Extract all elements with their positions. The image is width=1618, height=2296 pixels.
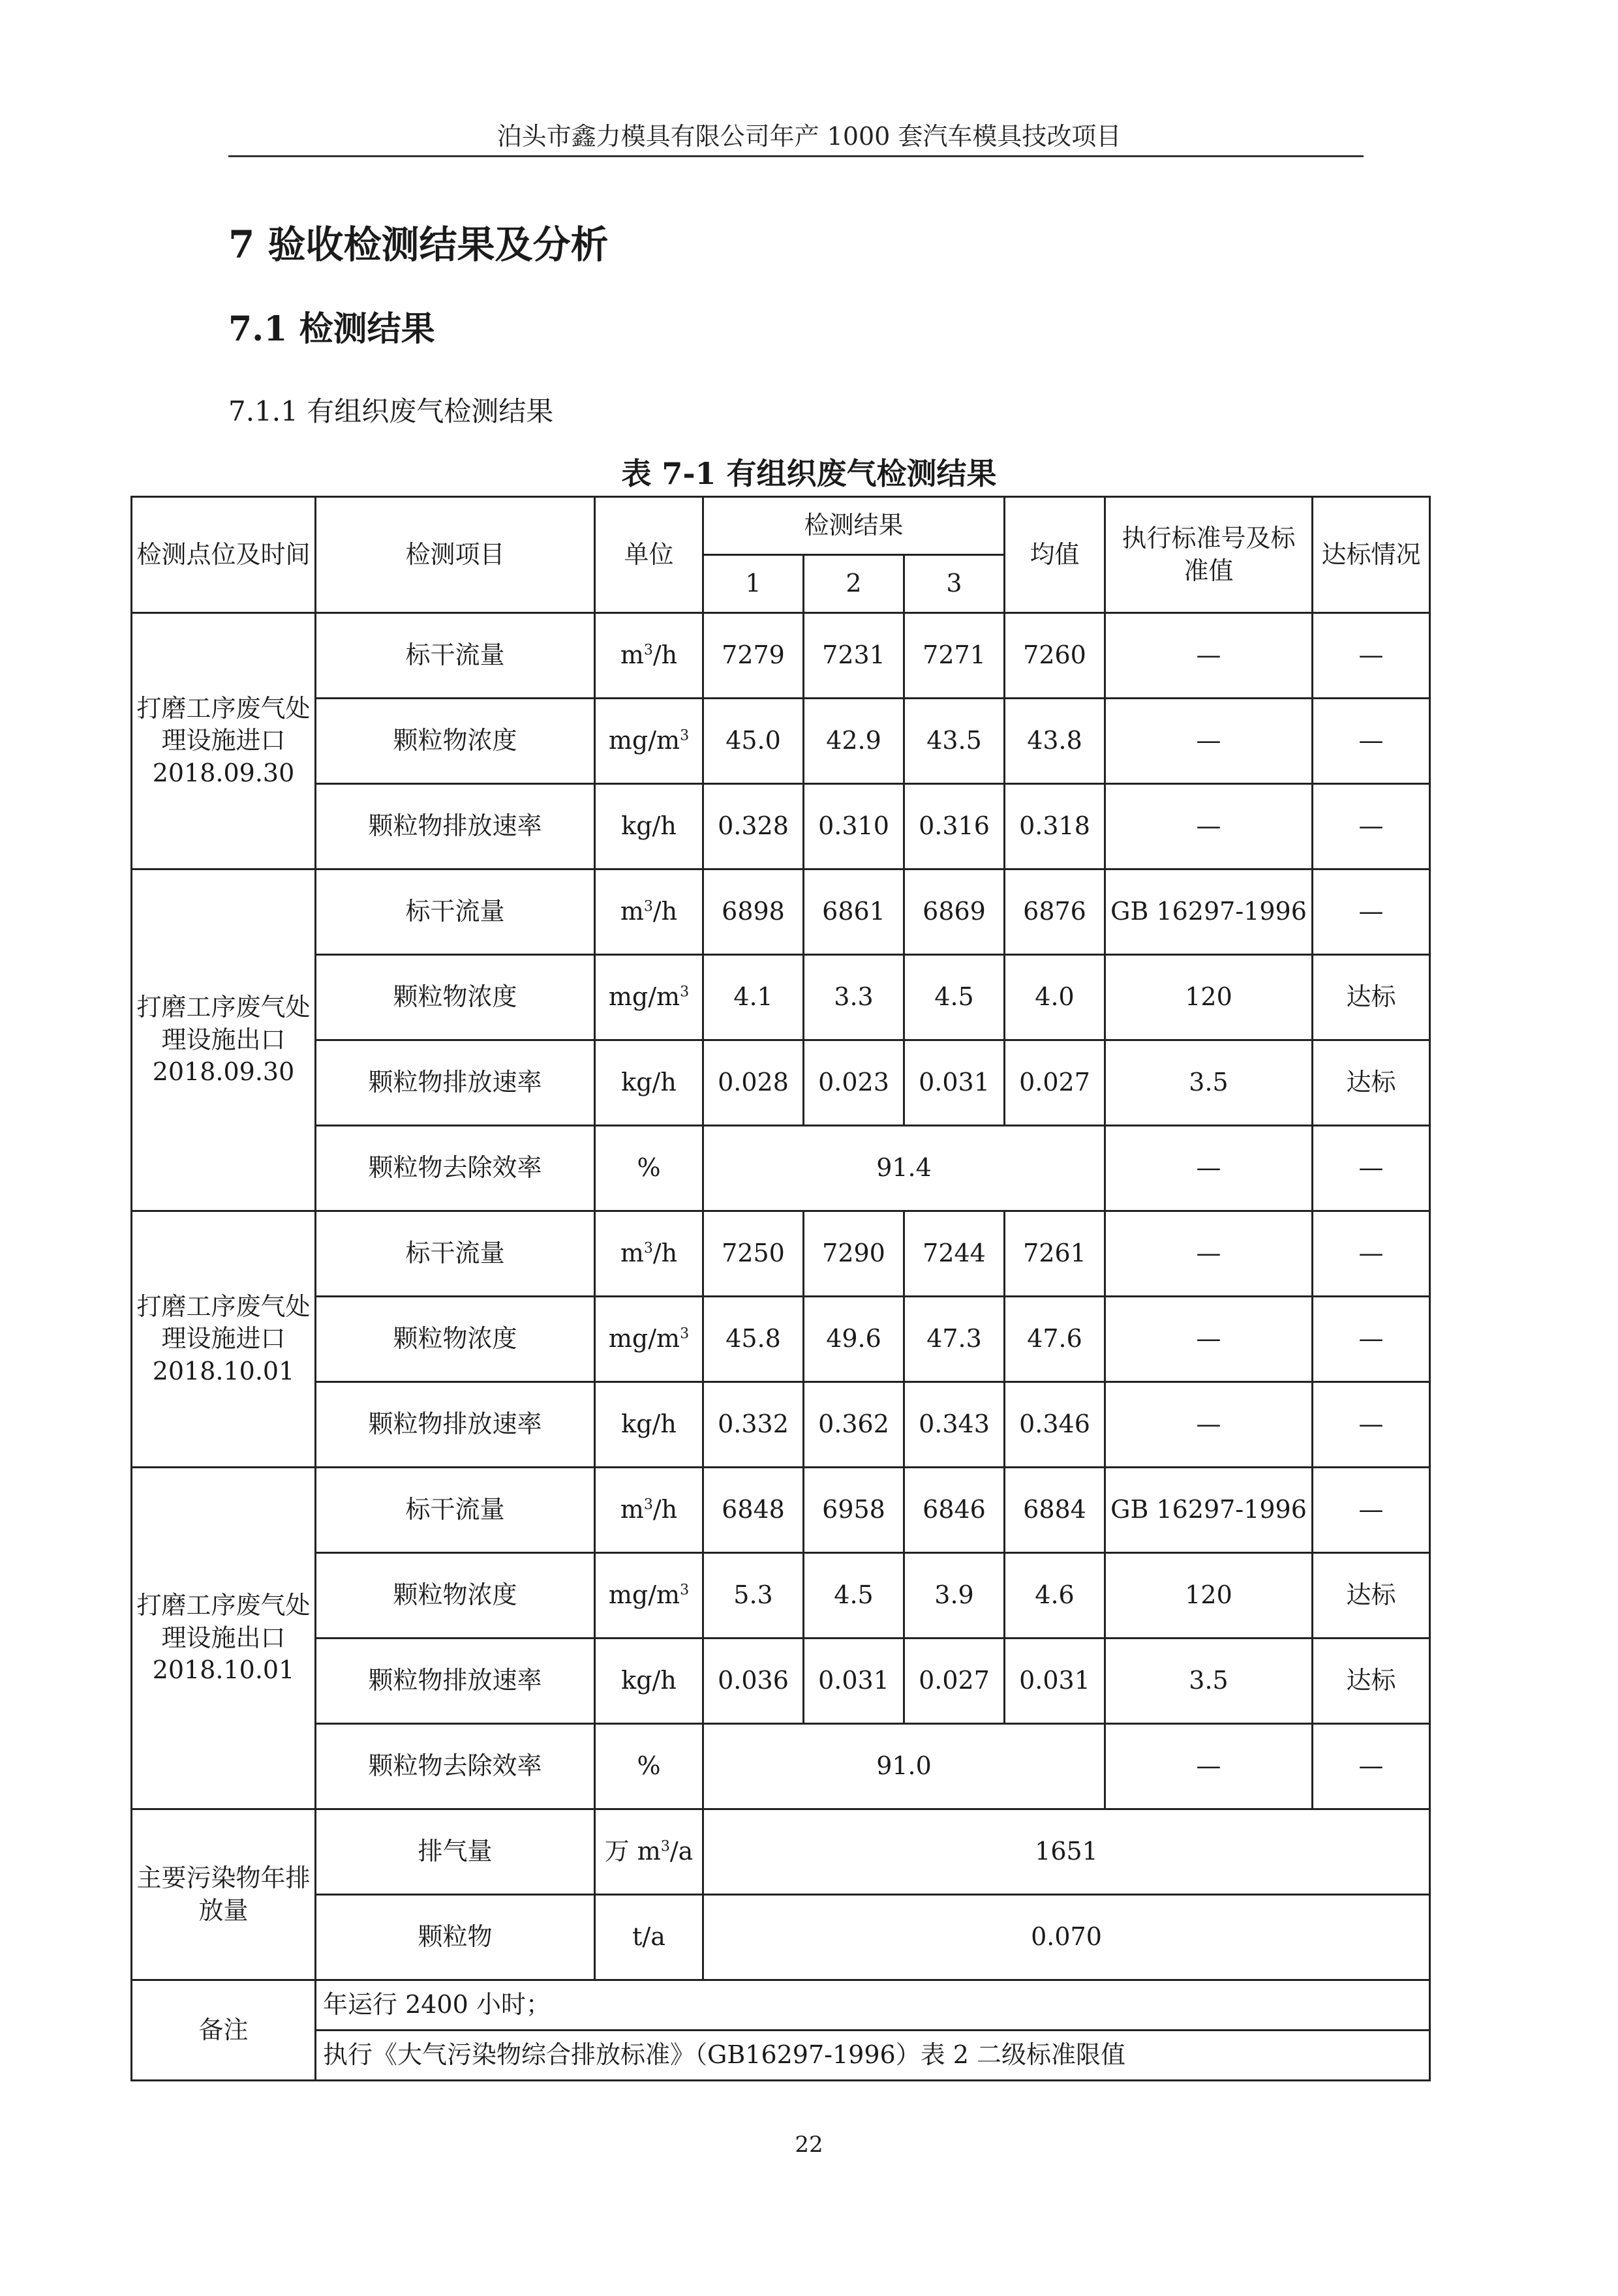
unit-base: 万 m: [604, 1837, 661, 1866]
unit-cell: [595, 1297, 703, 1382]
unit-base: m: [620, 897, 644, 926]
note-label-cell: 备注: [132, 1980, 316, 2081]
table-row: [132, 613, 1430, 699]
unit-cell: [595, 1895, 703, 1980]
note-line-cell: 年运行 2400 小时；: [316, 1980, 1430, 2031]
standard-cell: —: [1105, 1211, 1313, 1297]
standard-cell: 3.5: [1105, 1639, 1313, 1724]
unit-base: mg/m: [608, 1580, 680, 1610]
unit-superscript: 3: [680, 1582, 690, 1599]
avg-cell: 4.0: [1005, 955, 1105, 1040]
status-cell: 达标: [1313, 1639, 1430, 1724]
status-cell: —: [1313, 1468, 1430, 1553]
item-cell: 颗粒物排放速率: [316, 784, 595, 869]
status-cell: 达标: [1313, 955, 1430, 1040]
table-row: [132, 1382, 1430, 1468]
status-cell: —: [1313, 1297, 1430, 1382]
results-table: [130, 496, 1431, 2081]
efficiency-row: [132, 1724, 1430, 1809]
avg-cell: 0.318: [1005, 784, 1105, 869]
unit-cell: [595, 1468, 703, 1553]
unit-base: mg/m: [608, 982, 680, 1012]
table-caption: 表 7-1 有组织废气检测结果: [621, 456, 997, 491]
value-cell-2: 3.3: [804, 955, 904, 1040]
value-cell-3: 0.031: [904, 1040, 1005, 1126]
value-cell-3: 6846: [904, 1468, 1005, 1553]
unit-cell: [595, 1639, 703, 1724]
status-cell: —: [1313, 869, 1430, 955]
unit-cell: [595, 699, 703, 784]
point-cell: 打磨工序废气处理设施出口 2018.10.01: [132, 1468, 316, 1809]
item-cell: 颗粒物浓度: [316, 1297, 595, 1382]
standard-cell: —: [1105, 613, 1313, 699]
col-header-status: 达标情况: [1313, 497, 1430, 613]
value-cell-3: 0.343: [904, 1382, 1005, 1468]
col-header-unit: 单位: [595, 497, 703, 613]
status-cell: —: [1313, 1382, 1430, 1468]
unit-superscript: 3: [660, 1838, 670, 1855]
annual-row: [132, 1809, 1430, 1895]
table-row: [132, 1639, 1430, 1724]
annual-value-cell: 1651: [703, 1809, 1430, 1895]
annual-row: [132, 1895, 1430, 1980]
annual-value-cell: 0.070: [703, 1895, 1430, 1980]
unit-base: kg/h: [621, 1068, 677, 1097]
unit-cell: [595, 1040, 703, 1126]
running-header: 泊头市鑫力模具有限公司年产 1000 套汽车模具技改项目: [496, 122, 1122, 151]
status-cell: —: [1313, 1724, 1430, 1809]
value-cell-2: 6958: [804, 1468, 904, 1553]
status-cell: 达标: [1313, 1040, 1430, 1126]
avg-cell: 43.8: [1005, 699, 1105, 784]
value-cell-1: 45.0: [703, 699, 804, 784]
value-cell-3: 4.5: [904, 955, 1005, 1040]
value-cell-1: 7279: [703, 613, 804, 699]
col-header-results: 检测结果: [703, 497, 1005, 555]
col-header-r2: 2: [804, 555, 904, 613]
point-cell: 打磨工序废气处理设施出口 2018.09.30: [132, 869, 316, 1211]
table-row: [132, 1468, 1430, 1553]
unit-superscript: 3: [680, 984, 690, 1001]
unit-base: m: [620, 641, 644, 670]
point-cell: 打磨工序废气处理设施进口 2018.09.30: [132, 613, 316, 869]
unit-base: kg/h: [621, 1410, 677, 1439]
value-cell-1: 0.028: [703, 1040, 804, 1126]
table-row: [132, 1553, 1430, 1639]
value-cell-1: 0.328: [703, 784, 804, 869]
item-cell: 标干流量: [316, 869, 595, 955]
item-cell: 颗粒物排放速率: [316, 1639, 595, 1724]
avg-cell: 7260: [1005, 613, 1105, 699]
col-header-point: 检测点位及时间: [132, 497, 316, 613]
value-cell-3: 7244: [904, 1211, 1005, 1297]
value-cell-2: 0.362: [804, 1382, 904, 1468]
value-cell-1: 6898: [703, 869, 804, 955]
table-row: [132, 699, 1430, 784]
unit-base: mg/m: [608, 726, 680, 755]
item-cell: 颗粒物排放速率: [316, 1382, 595, 1468]
unit-base: t/a: [632, 1922, 665, 1952]
avg-cell: 0.346: [1005, 1382, 1105, 1468]
item-cell: 颗粒物去除效率: [316, 1724, 595, 1809]
value-cell-2: 49.6: [804, 1297, 904, 1382]
table-row: [132, 784, 1430, 869]
section-heading: 7.1 检测结果: [228, 309, 435, 349]
unit-cell: [595, 1382, 703, 1468]
item-cell: 排气量: [316, 1809, 595, 1895]
status-cell: —: [1313, 1211, 1430, 1297]
unit-base: kg/h: [621, 811, 677, 841]
unit-tail: /h: [652, 1239, 678, 1268]
value-cell-3: 43.5: [904, 699, 1005, 784]
unit-base: mg/m: [608, 1324, 680, 1353]
unit-base: m: [620, 1495, 644, 1524]
page-number: 22: [795, 2132, 823, 2158]
results-table-body: [132, 497, 1430, 2081]
header-rule: [228, 155, 1364, 157]
avg-cell: 6876: [1005, 869, 1105, 955]
value-cell-2: 0.023: [804, 1040, 904, 1126]
subsection-heading: 7.1.1 有组织废气检测结果: [228, 395, 554, 427]
value-cell-1: 0.036: [703, 1639, 804, 1724]
value-cell-2: 42.9: [804, 699, 904, 784]
table-row: [132, 955, 1430, 1040]
annual-label-cell: 主要污染物年排放量: [132, 1809, 316, 1980]
unit-cell: %: [595, 1126, 703, 1211]
unit-superscript: 3: [643, 898, 653, 915]
unit-superscript: 3: [643, 1496, 653, 1513]
value-cell-3: 47.3: [904, 1297, 1005, 1382]
standard-cell: GB 16297-1996: [1105, 869, 1313, 955]
status-cell: —: [1313, 1126, 1430, 1211]
unit-cell: %: [595, 1724, 703, 1809]
value-cell-2: 0.310: [804, 784, 904, 869]
col-header-r1: 1: [703, 555, 804, 613]
unit-superscript: 3: [643, 1240, 653, 1257]
standard-cell: —: [1105, 1297, 1313, 1382]
item-cell: 颗粒物浓度: [316, 699, 595, 784]
efficiency-value-cell: 91.0: [703, 1724, 1105, 1809]
unit-base: m: [620, 1239, 644, 1268]
unit-superscript: 3: [643, 642, 653, 659]
unit-cell: [595, 613, 703, 699]
unit-superscript: 3: [680, 727, 690, 744]
table-row: [132, 1297, 1430, 1382]
value-cell-2: 4.5: [804, 1553, 904, 1639]
unit-base: kg/h: [621, 1666, 677, 1695]
item-cell: 颗粒物浓度: [316, 955, 595, 1040]
col-header-avg: 均值: [1005, 497, 1105, 613]
table-row: [132, 1040, 1430, 1126]
unit-cell: [595, 869, 703, 955]
standard-cell: GB 16297-1996: [1105, 1468, 1313, 1553]
unit-cell: [595, 955, 703, 1040]
standard-cell: —: [1105, 1126, 1313, 1211]
status-cell: 达标: [1313, 1553, 1430, 1639]
note-line-cell: 执行《大气污染物综合排放标准》（GB16297-1996）表 2 二级标准限值: [316, 2031, 1430, 2081]
value-cell-2: 0.031: [804, 1639, 904, 1724]
value-cell-3: 3.9: [904, 1553, 1005, 1639]
unit-superscript: 3: [680, 1325, 690, 1342]
col-header-standard: 执行标准号及标准值: [1105, 497, 1313, 613]
avg-cell: 6884: [1005, 1468, 1105, 1553]
value-cell-1: 45.8: [703, 1297, 804, 1382]
item-cell: 颗粒物: [316, 1895, 595, 1980]
col-header-item: 检测项目: [316, 497, 595, 613]
unit-cell: [595, 1809, 703, 1895]
avg-cell: 7261: [1005, 1211, 1105, 1297]
value-cell-1: 4.1: [703, 955, 804, 1040]
item-cell: 标干流量: [316, 1468, 595, 1553]
value-cell-1: 6848: [703, 1468, 804, 1553]
avg-cell: 0.031: [1005, 1639, 1105, 1724]
standard-cell: 3.5: [1105, 1040, 1313, 1126]
col-header-r3: 3: [904, 555, 1005, 613]
standard-cell: 120: [1105, 955, 1313, 1040]
unit-cell: [595, 784, 703, 869]
standard-cell: —: [1105, 784, 1313, 869]
value-cell-1: 5.3: [703, 1553, 804, 1639]
status-cell: —: [1313, 699, 1430, 784]
standard-cell: —: [1105, 1382, 1313, 1468]
avg-cell: 4.6: [1005, 1553, 1105, 1639]
item-cell: 颗粒物排放速率: [316, 1040, 595, 1126]
efficiency-value-cell: 91.4: [703, 1126, 1105, 1211]
unit-tail: /h: [652, 1495, 678, 1524]
efficiency-row: [132, 1126, 1430, 1211]
note-row: [132, 1980, 1430, 2031]
status-cell: —: [1313, 613, 1430, 699]
value-cell-2: 6861: [804, 869, 904, 955]
value-cell-3: 0.316: [904, 784, 1005, 869]
unit-cell: [595, 1553, 703, 1639]
value-cell-1: 0.332: [703, 1382, 804, 1468]
value-cell-3: 7271: [904, 613, 1005, 699]
table-row: [132, 869, 1430, 955]
item-cell: 标干流量: [316, 613, 595, 699]
chapter-heading: 7 验收检测结果及分析: [228, 222, 609, 267]
item-cell: 颗粒物去除效率: [316, 1126, 595, 1211]
value-cell-1: 7250: [703, 1211, 804, 1297]
avg-cell: 47.6: [1005, 1297, 1105, 1382]
standard-cell: —: [1105, 1724, 1313, 1809]
table-row: [132, 1211, 1430, 1297]
unit-cell: [595, 1211, 703, 1297]
unit-tail: /a: [669, 1837, 694, 1866]
unit-tail: /h: [652, 897, 678, 926]
value-cell-3: 0.027: [904, 1639, 1005, 1724]
value-cell-3: 6869: [904, 869, 1005, 955]
value-cell-2: 7290: [804, 1211, 904, 1297]
avg-cell: 0.027: [1005, 1040, 1105, 1126]
item-cell: 标干流量: [316, 1211, 595, 1297]
value-cell-2: 7231: [804, 613, 904, 699]
status-cell: —: [1313, 784, 1430, 869]
standard-cell: 120: [1105, 1553, 1313, 1639]
note-row: [132, 2031, 1430, 2081]
unit-tail: /h: [652, 641, 678, 670]
standard-cell: —: [1105, 699, 1313, 784]
point-cell: 打磨工序废气处理设施进口 2018.10.01: [132, 1211, 316, 1468]
item-cell: 颗粒物浓度: [316, 1553, 595, 1639]
